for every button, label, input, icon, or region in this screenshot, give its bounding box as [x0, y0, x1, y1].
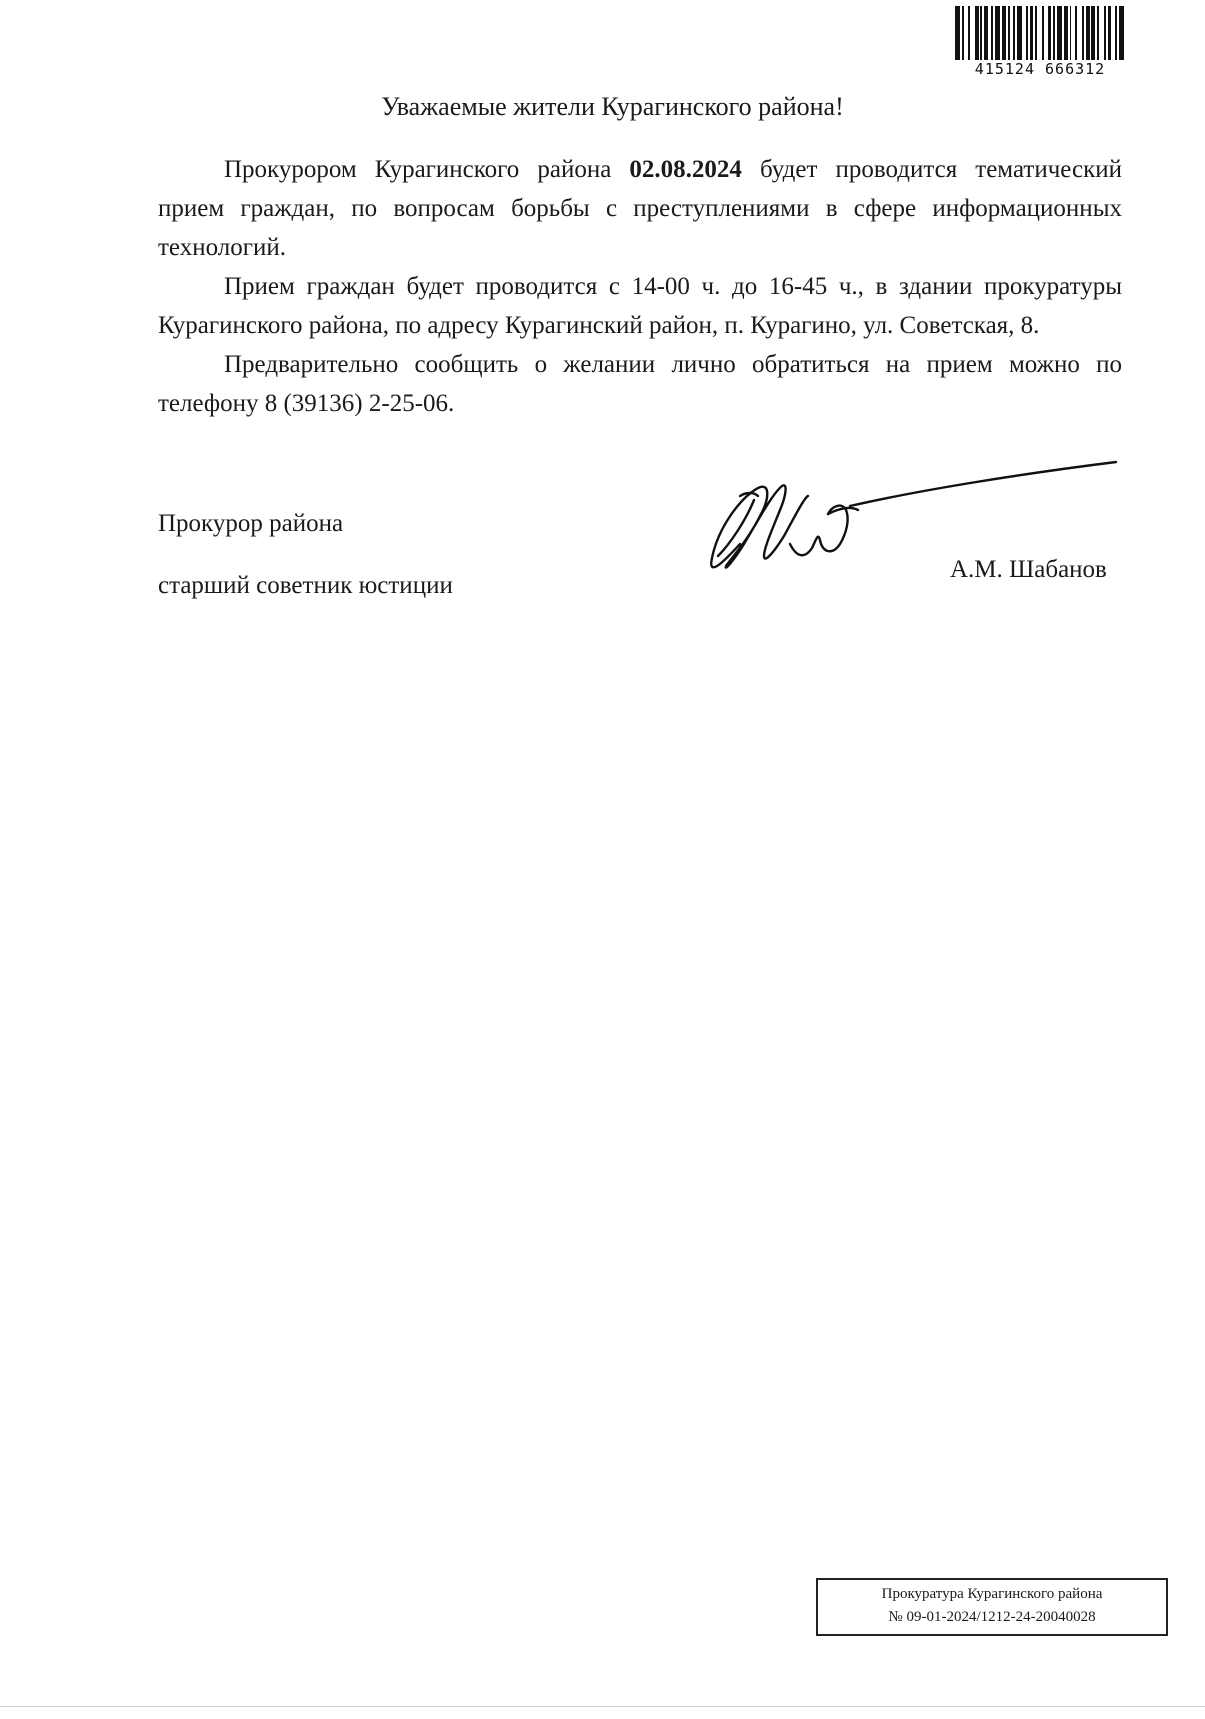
document-heading: Уважаемые жители Курагинского района! — [381, 92, 844, 121]
paragraph-2: Прием граждан будет проводится с 14-00 ч. до 16-45 ч., в здании прокуратуры Курагинского района, по адресу Курагинский район, п. Курагино, ул. Советская, 8. — [158, 273, 1122, 339]
signer-rank: старший советник юстиции — [158, 572, 453, 599]
paragraph-1 — [158, 150, 1122, 267]
stamp-number: № 09-01-2024/1212-24-20040028 — [888, 1609, 1096, 1625]
registration-stamp — [816, 1578, 1168, 1636]
barcode — [955, 6, 1125, 78]
paragraph-1-start: Прокурором Курагинского района — [224, 156, 630, 183]
signer-name: А.М. Шабанов — [950, 556, 1107, 583]
paragraph-3: Предварительно сообщить о желании лично обратиться на прием можно по телефону 8 (39136) 2-25-06. — [158, 351, 1122, 417]
appointment-date: 02.08.2024 — [629, 156, 742, 183]
paragraph-1-end: будет проводится тематический прием граждан, по вопросам борьбы с преступлениями в сфере информационных технологий. — [158, 156, 1122, 261]
page-edge-line — [0, 1706, 1205, 1707]
stamp-organization: Прокуратура Курагинского района — [881, 1586, 1103, 1602]
barcode-number: 415124 666312 — [955, 60, 1125, 78]
document-body — [158, 150, 1122, 423]
signer-position: Прокурор района — [158, 510, 344, 537]
barcode-bars — [955, 6, 1125, 62]
